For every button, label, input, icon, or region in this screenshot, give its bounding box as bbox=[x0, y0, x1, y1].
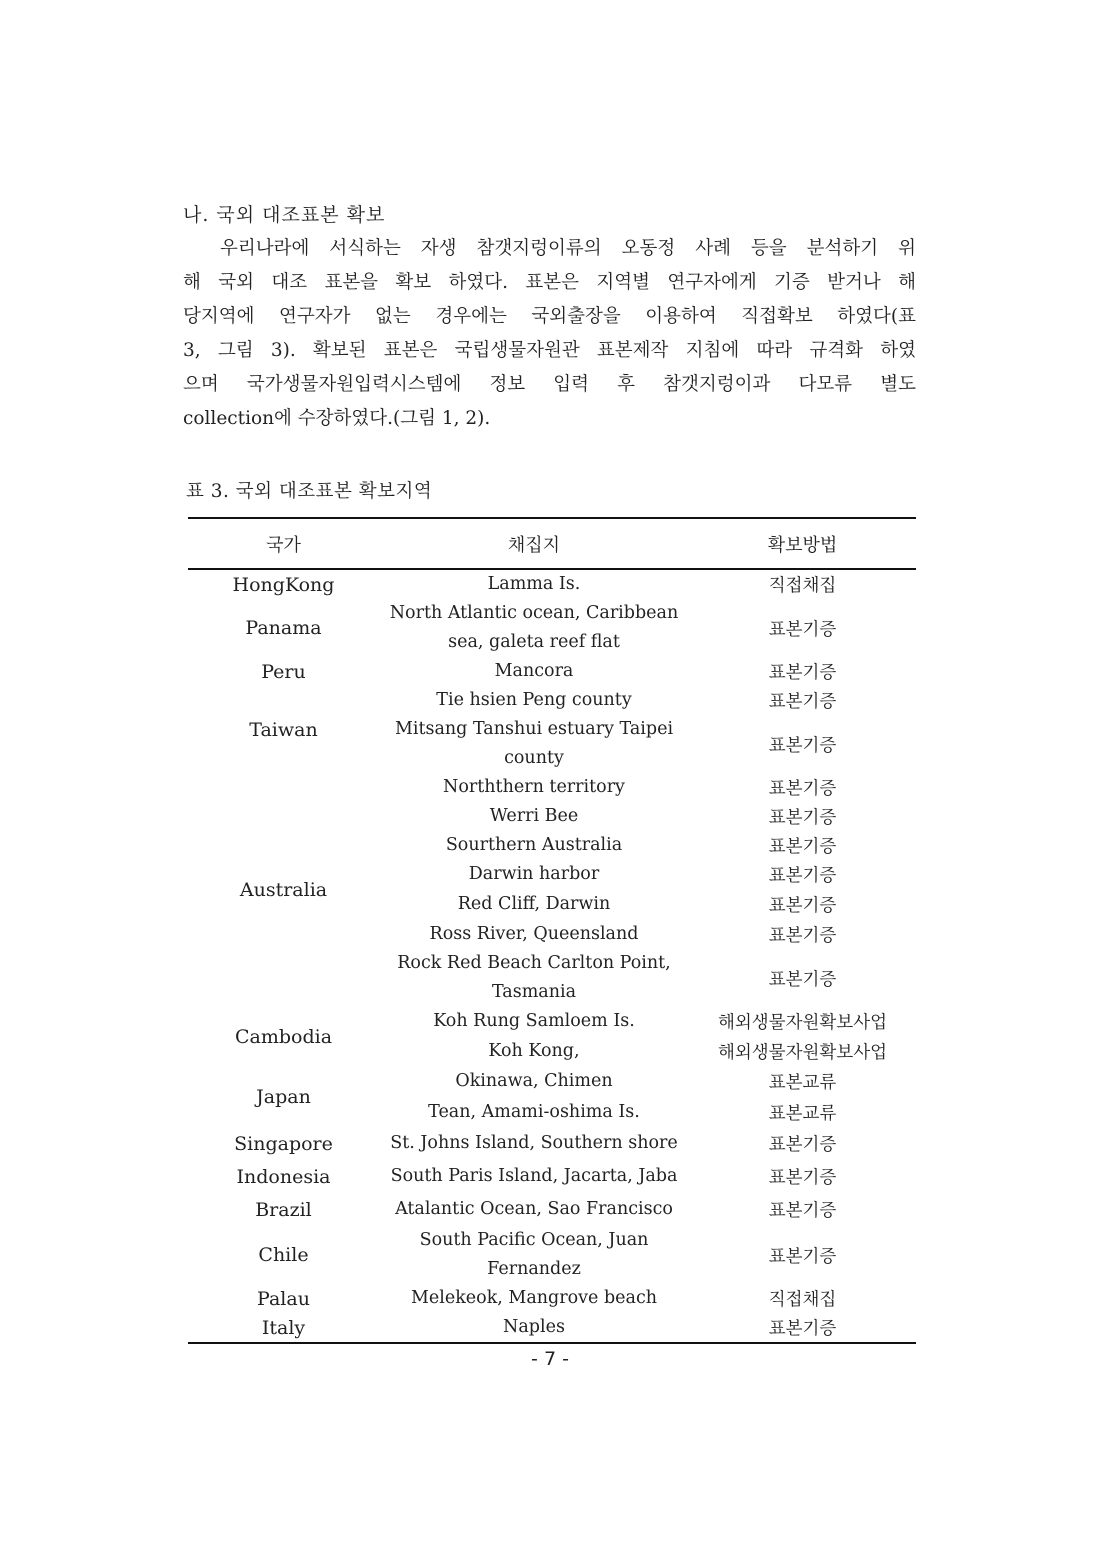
method-cell: 해외생물자원확보사업 bbox=[717, 1042, 888, 1063]
section-heading: 나. 국외 대조표본 확보 bbox=[183, 204, 386, 226]
site-cell: Mancora bbox=[494, 661, 574, 681]
site-cell: Mitsang Tanshui estuary Taipei county bbox=[394, 719, 674, 768]
site-cell: Sourthern Australia bbox=[445, 835, 623, 855]
site-cell: Ross River, Queensland bbox=[429, 923, 639, 944]
method-cell: 표본기증 bbox=[768, 663, 837, 683]
site-cell: Tean, Amami-oshima Is. bbox=[428, 1101, 640, 1122]
site-cell: Rock Red Beach Carlton Point, Tasmania bbox=[397, 953, 671, 1002]
site-cell: Okinawa, Chimen bbox=[455, 1071, 613, 1091]
paragraph-line: 해 국외 대조 표본을 확보 하였다. 표본은 지역별 연구자에게 기증 받거나 해 bbox=[183, 272, 916, 293]
site-cell: Koh Kong, bbox=[488, 1040, 580, 1061]
site-cell: North Atlantic ocean, Caribbean sea, galeta reef flat bbox=[389, 603, 679, 652]
country-cell: Cambodia bbox=[234, 1025, 333, 1048]
table-row bbox=[188, 1193, 916, 1226]
site-cell: Red Cliff, Darwin bbox=[457, 893, 611, 914]
method-cell: 표본기증 bbox=[768, 619, 837, 640]
table-row bbox=[188, 1066, 916, 1097]
country-cell: HongKong bbox=[232, 573, 335, 596]
site-cell: South Paris Island, Jacarta, Jaba bbox=[390, 1166, 678, 1186]
method-cell: 해외생물자원확보사업 bbox=[717, 1013, 888, 1033]
country-cell: Singapore bbox=[234, 1132, 333, 1155]
site-cell: Werri Bee bbox=[489, 806, 579, 826]
method-cell: 표본기증 bbox=[768, 1135, 837, 1155]
method-cell: 표본기증 bbox=[768, 969, 837, 990]
method-cell: 표본교류 bbox=[768, 1103, 837, 1124]
page-number: - 7 - bbox=[531, 1348, 569, 1370]
header-country: 국가 bbox=[188, 518, 379, 569]
table-row bbox=[188, 1284, 916, 1313]
site-cell: South Pacific Ocean, Juan Fernandez bbox=[419, 1230, 649, 1279]
country-cell: Italy bbox=[188, 1313, 379, 1343]
country-cell: Australia bbox=[239, 879, 328, 901]
method-cell: 표본기증 bbox=[768, 1246, 837, 1267]
table-row bbox=[188, 599, 916, 657]
table-row bbox=[188, 773, 916, 802]
method-cell: 표본기증 bbox=[768, 779, 837, 799]
method-cell: 표본기증 bbox=[768, 895, 837, 916]
method-cell: 표본기증 bbox=[768, 1168, 837, 1188]
method-cell: 직접채집 bbox=[768, 1290, 837, 1310]
method-cell: 직접채집 bbox=[768, 576, 837, 596]
country-cell: Panama bbox=[245, 617, 322, 639]
table-row bbox=[188, 1160, 916, 1193]
table-row bbox=[188, 1313, 916, 1343]
body-paragraph bbox=[183, 232, 916, 436]
method-cell: 표본기증 bbox=[768, 692, 837, 712]
country-cell: Palau bbox=[257, 1287, 310, 1310]
table-row bbox=[188, 686, 916, 715]
method-cell: 표본기증 bbox=[768, 866, 837, 886]
method-cell: 표본기증 bbox=[768, 837, 837, 857]
site-cell: Lamma Is. bbox=[487, 574, 581, 594]
country-cell: Chile bbox=[258, 1244, 309, 1266]
country-cell: Taiwan bbox=[249, 718, 318, 741]
specimen-table bbox=[188, 517, 916, 1344]
site-cell: Koh Rung Samloem Is. bbox=[433, 1011, 635, 1031]
header-site: 채집지 bbox=[379, 518, 689, 569]
table-row bbox=[188, 657, 916, 686]
method-cell: 표본교류 bbox=[768, 1073, 837, 1093]
header-method: 확보방법 bbox=[689, 518, 916, 569]
paragraph-line: 당지역에 연구자가 없는 경우에는 국외출장을 이용하여 직접확보 하였다(표 bbox=[183, 306, 916, 327]
method-cell: 표본기증 bbox=[768, 925, 837, 946]
country-cell: Peru bbox=[261, 660, 306, 683]
paragraph-line: collection에 수장하였다.(그림 1, 2). bbox=[183, 408, 491, 429]
table-row bbox=[188, 1007, 916, 1036]
site-cell: Atalantic Ocean, Sao Francisco bbox=[395, 1199, 673, 1219]
site-cell: Naples bbox=[379, 1313, 689, 1343]
site-cell: St. Johns Island, Southern shore bbox=[390, 1133, 678, 1153]
table-row bbox=[188, 1226, 916, 1284]
method-cell: 표본기증 bbox=[768, 808, 837, 828]
table-row bbox=[188, 569, 916, 599]
table-caption: 표 3. 국외 대조표본 확보지역 bbox=[186, 481, 433, 502]
site-cell: Norththern territory bbox=[443, 777, 625, 797]
method-cell: 표본기증 bbox=[689, 1313, 916, 1343]
paragraph-line: 으며 국가생물자원입력시스템에 정보 입력 후 참갯지렁이과 다모류 별도 bbox=[183, 374, 916, 395]
paragraph-line: 3, 그림 3). 확보된 표본은 국립생물자원관 표본제작 지침에 따라 규격화 하였 bbox=[183, 340, 916, 361]
site-cell: Darwin harbor bbox=[468, 864, 600, 884]
country-cell: Japan bbox=[256, 1085, 311, 1108]
method-cell: 표본기증 bbox=[768, 1201, 837, 1221]
paragraph-line: 우리나라에 서식하는 자생 참갯지렁이류의 오동정 사례 등을 분석하기 위 bbox=[220, 238, 916, 259]
table-header-row bbox=[188, 518, 916, 569]
table-row bbox=[188, 1127, 916, 1160]
method-cell: 표본기증 bbox=[768, 735, 837, 756]
site-cell: Melekeok, Mangrove beach bbox=[410, 1288, 658, 1308]
site-cell: Tie hsien Peng county bbox=[436, 690, 632, 710]
country-cell: Indonesia bbox=[236, 1165, 331, 1188]
country-cell: Brazil bbox=[255, 1198, 312, 1221]
